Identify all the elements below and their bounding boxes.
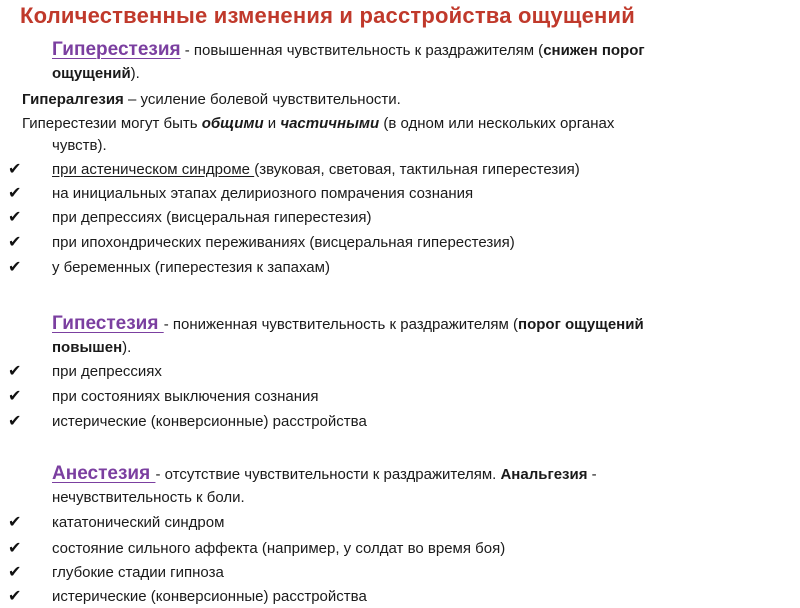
anesthesia-definition-cont: нечувствительность к боли. — [52, 489, 245, 506]
hyperesthesia-term: Гиперестезия — [52, 39, 181, 60]
check-icon: ✔ — [8, 413, 22, 430]
hyperesthesia-types-cont: чувств). — [52, 137, 107, 154]
check-icon: ✔ — [8, 209, 22, 226]
hypoesthesia-term: Гипестезия — [52, 313, 164, 334]
check-icon: ✔ — [8, 185, 22, 202]
hyperesthesia-definition: Гиперестезия - повышенная чувствительность к раздражителям (снижен порог — [52, 39, 645, 60]
hyperalgesia-definition: Гипералгезия – усиление болевой чувствительности. — [22, 91, 401, 108]
anesthesia-definition: Анестезия - отсутствие чувствительности к раздражителям. Анальгезия - — [52, 463, 597, 484]
check-icon: ✔ — [8, 259, 22, 276]
slide-title: Количественные изменения и расстройства ощущений — [20, 3, 635, 28]
check-icon: ✔ — [8, 363, 22, 380]
check-icon: ✔ — [8, 588, 22, 605]
anesthesia-term: Анестезия — [52, 463, 156, 484]
check-icon: ✔ — [8, 540, 22, 557]
hyperesthesia-types: Гиперестезии могут быть общими и частичными (в одном или нескольких органах — [22, 115, 615, 132]
check-icon: ✔ — [8, 388, 22, 405]
check-icon: ✔ — [8, 514, 22, 531]
check-icon: ✔ — [8, 161, 22, 178]
check-icon: ✔ — [8, 234, 22, 251]
hyperesthesia-definition-cont: ощущений). — [52, 65, 140, 82]
check-icon: ✔ — [8, 564, 22, 581]
hypoesthesia-definition: Гипестезия - пониженная чувствительность к раздражителям (порог ощущений — [52, 313, 644, 334]
hypoesthesia-definition-cont: повышен). — [52, 339, 132, 356]
